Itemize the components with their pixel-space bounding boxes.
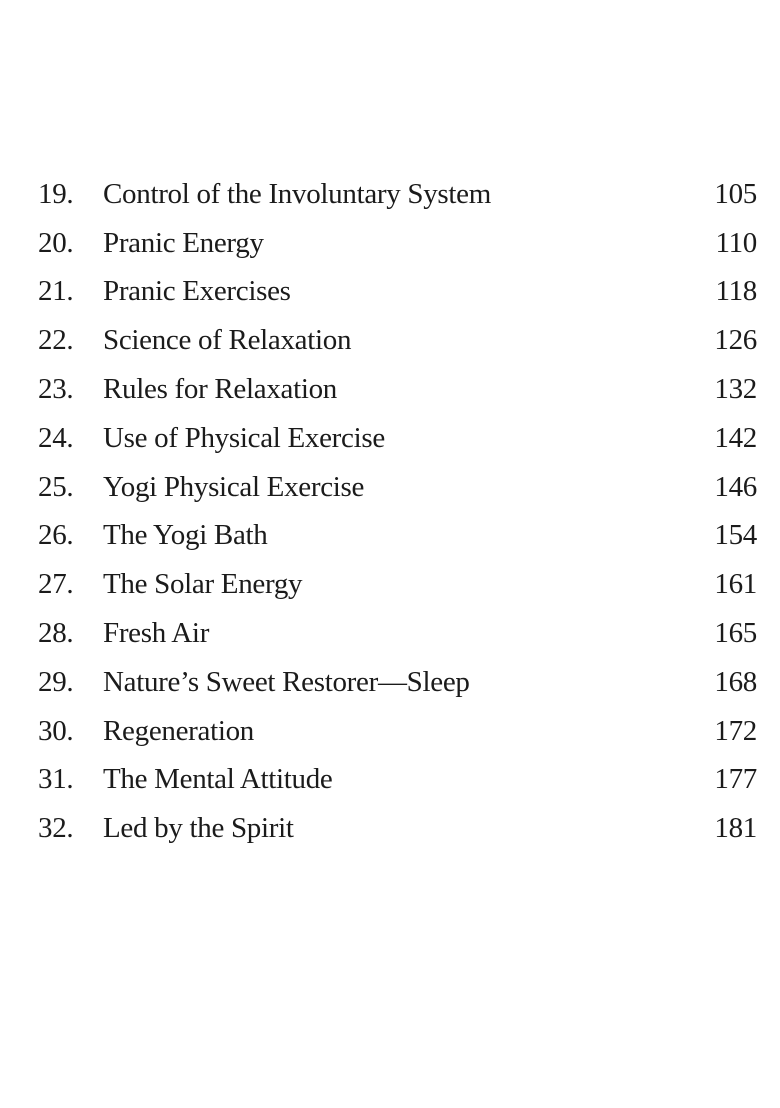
chapter-page-number: 161 [714, 568, 757, 601]
chapter-page-number: 146 [714, 470, 757, 503]
chapter-number: 24. [38, 421, 74, 454]
chapter-title: Led by the Spirit [103, 812, 294, 845]
chapter-number: 26. [38, 519, 74, 552]
toc-row [38, 316, 757, 365]
toc-row [38, 170, 757, 219]
chapter-number: 25. [38, 470, 74, 503]
chapter-title: Pranic Exercises [103, 275, 291, 308]
chapter-number: 29. [38, 665, 74, 698]
chapter-title: Nature’s Sweet Restorer—Sleep [103, 665, 470, 698]
chapter-page-number: 154 [714, 519, 757, 552]
toc-row [38, 756, 757, 805]
toc-row [38, 365, 757, 414]
chapter-page-number: 168 [714, 665, 757, 698]
chapter-page-number: 126 [714, 324, 757, 357]
chapter-number: 23. [38, 373, 74, 406]
chapter-number: 19. [38, 177, 74, 210]
chapter-page-number: 105 [714, 177, 757, 210]
chapter-number: 21. [38, 275, 74, 308]
toc-row [38, 414, 757, 463]
chapter-number: 20. [38, 226, 74, 259]
toc-row [38, 658, 757, 707]
toc-row [38, 707, 757, 756]
chapter-title: Control of the Involuntary System [103, 177, 492, 210]
table-of-contents [38, 170, 757, 853]
chapter-title: Rules for Relaxation [103, 373, 338, 406]
chapter-page-number: 172 [714, 714, 757, 747]
toc-row [38, 463, 757, 512]
toc-row [38, 560, 757, 609]
chapter-title: Pranic Energy [103, 226, 264, 259]
chapter-page-number: 165 [714, 617, 757, 650]
chapter-title: Yogi Physical Exercise [103, 470, 365, 503]
chapter-number: 22. [38, 324, 74, 357]
chapter-page-number: 177 [714, 763, 757, 796]
toc-row [38, 512, 757, 561]
toc-row [38, 804, 757, 853]
toc-row [38, 268, 757, 317]
chapter-page-number: 110 [715, 226, 757, 259]
chapter-title: The Yogi Bath [103, 519, 268, 552]
toc-row [38, 219, 757, 268]
chapter-title: Fresh Air [103, 617, 210, 650]
chapter-number: 27. [38, 568, 74, 601]
chapter-number: 32. [38, 812, 74, 845]
chapter-number: 28. [38, 617, 74, 650]
chapter-page-number: 132 [714, 373, 757, 406]
chapter-title: The Mental Attitude [103, 763, 333, 796]
chapter-page-number: 181 [714, 812, 757, 845]
chapter-number: 31. [38, 763, 74, 796]
chapter-title: Science of Relaxation [103, 324, 352, 357]
chapter-page-number: 142 [714, 421, 757, 454]
chapter-title: Use of Physical Exercise [103, 421, 385, 454]
chapter-title: The Solar Energy [103, 568, 303, 601]
toc-row [38, 609, 757, 658]
chapter-number: 30. [38, 714, 74, 747]
chapter-title: Regeneration [103, 714, 255, 747]
chapter-page-number: 118 [715, 275, 757, 308]
